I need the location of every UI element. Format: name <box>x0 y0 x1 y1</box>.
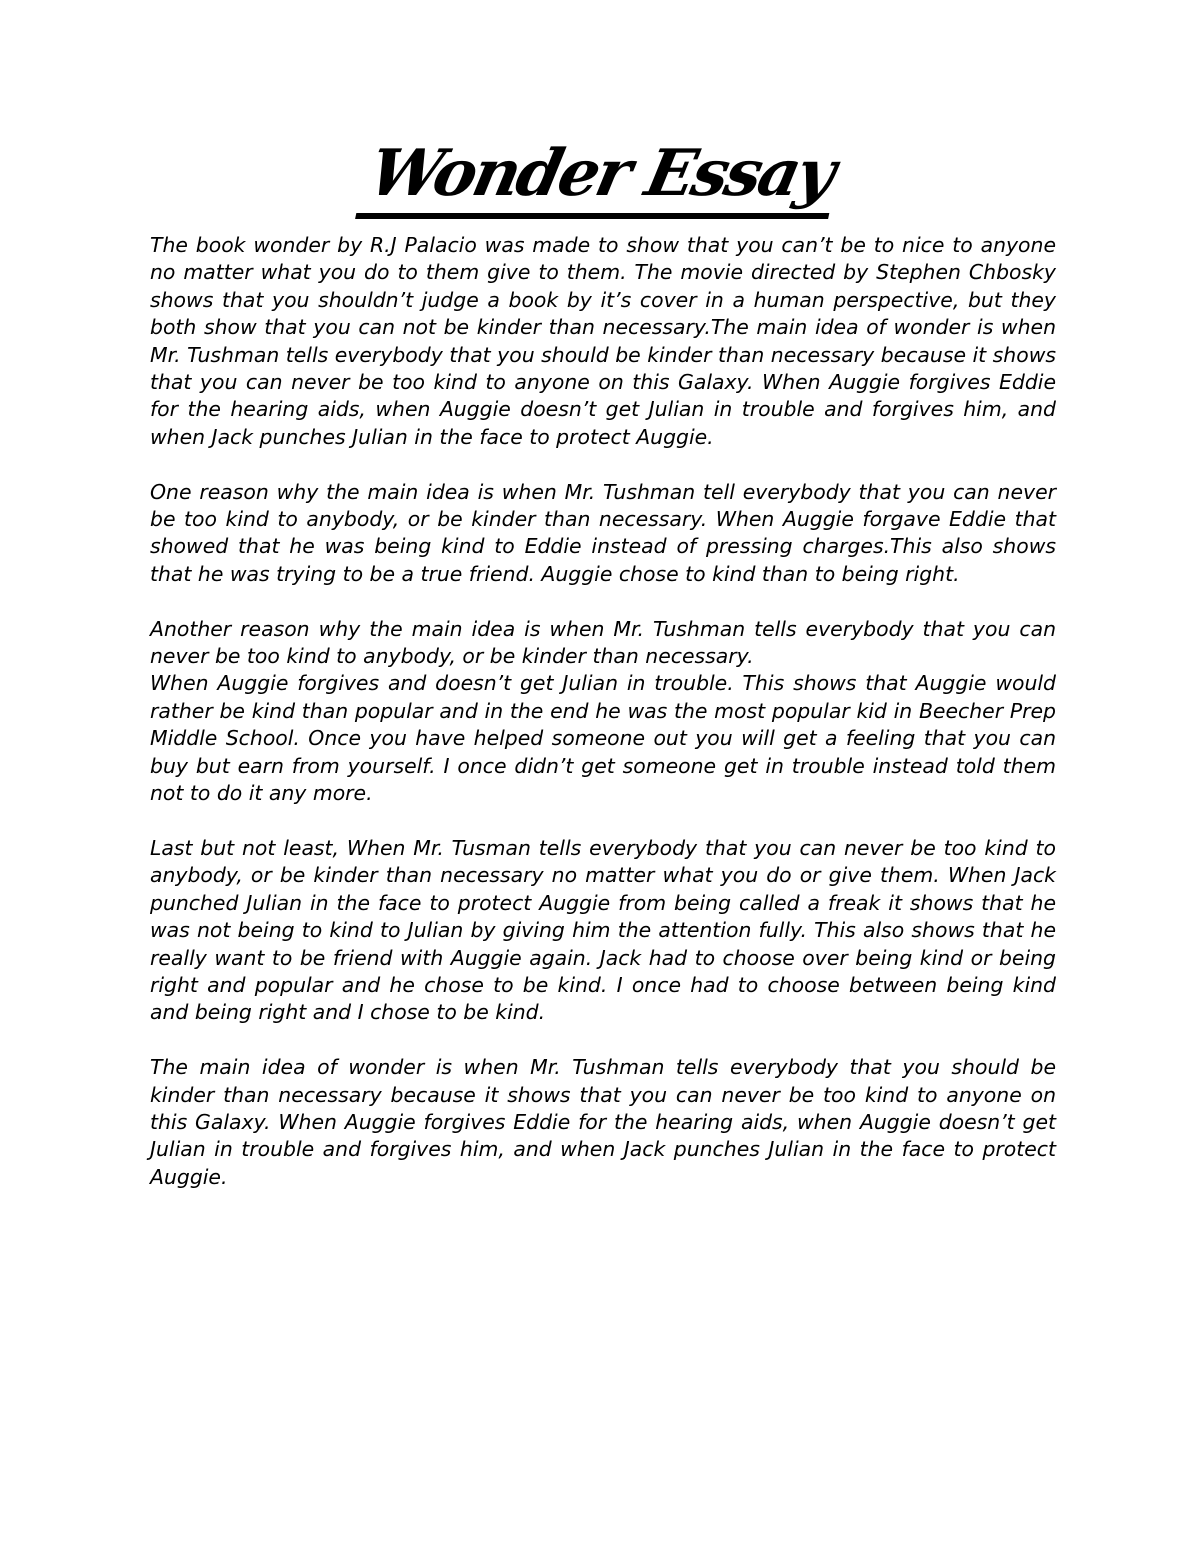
paragraph-2: One reason why the main idea is when Mr. Tushman tell everybody that you can never be too kind to anybody, or be kinder than necessary. When Auggie forgave Eddie that showed that he was being kind to Eddie instead of pressing charges.This also shows that he was trying to be a true friend. Auggie chose to kind than to being right. <box>150 479 1056 586</box>
paragraph-3 <box>150 616 1056 808</box>
paragraph-5: The main idea of wonder is when Mr. Tushman tells everybody that you should be kinder than necessary because it shows that you can never be too kind to anyone on this Galaxy. When Auggie forgives Eddie for the hearing aids, when Auggie doesn’t get Julian in trouble and forgives him, and when Jack punches Julian in the face to protect Auggie. <box>150 1055 1056 1189</box>
document-title: Wonder Essay <box>355 135 846 219</box>
essay-body <box>150 232 1056 1219</box>
paragraph-1: The book wonder by R.J Palacio was made to show that you can’t be to nice to anyone no matter what you do to them give to them. The movie directed by Stephen Chbosky shows that you shouldn’t judge a book by it’s cover in a human perspective, but they both show that you can not be kinder than necessary.The main idea of wonder is when Mr. Tushman tells everybody that you should be kinder than necessary because it shows that you can never be too kind to anyone on this Galaxy. When Auggie forgives Eddie for the hearing aids, when Auggie doesn’t get Julian in trouble and forgives him, and when Jack punches Julian in the face to protect Auggie. <box>150 233 1056 449</box>
paragraph-3-line-1: Another reason why the main idea is when Mr. Tushman tells everybody that you can never be too kind to anybody, or be kinder than necessary. <box>150 616 1056 669</box>
title-container <box>0 135 1200 219</box>
paragraph-4: Last but not least, When Mr. Tusman tells everybody that you can never be too kind to anybody, or be kinder than necessary no matter what you do or give them. When Jack punched Julian in the face to protect Auggie from being called a freak it shows that he was not being to kind to Julian by giving him the attention fully. This also shows that he really want to be friend with Auggie again. Jack had to choose over being kind or being right and popular and he chose to be kind. I once had to choose between being kind and being right and I chose to be kind. <box>150 835 1056 1025</box>
paragraph-3-line-2: When Auggie forgives and doesn’t get Julian in trouble. This shows that Auggie would rather be kind than popular and in the end he was the most popular kid in Beecher Prep Middle School. Once you have helped someone out you will get a feeling that you can buy but earn from yourself. I once didn’t get someone get in trouble instead told them not to do it any more. <box>150 671 1056 806</box>
